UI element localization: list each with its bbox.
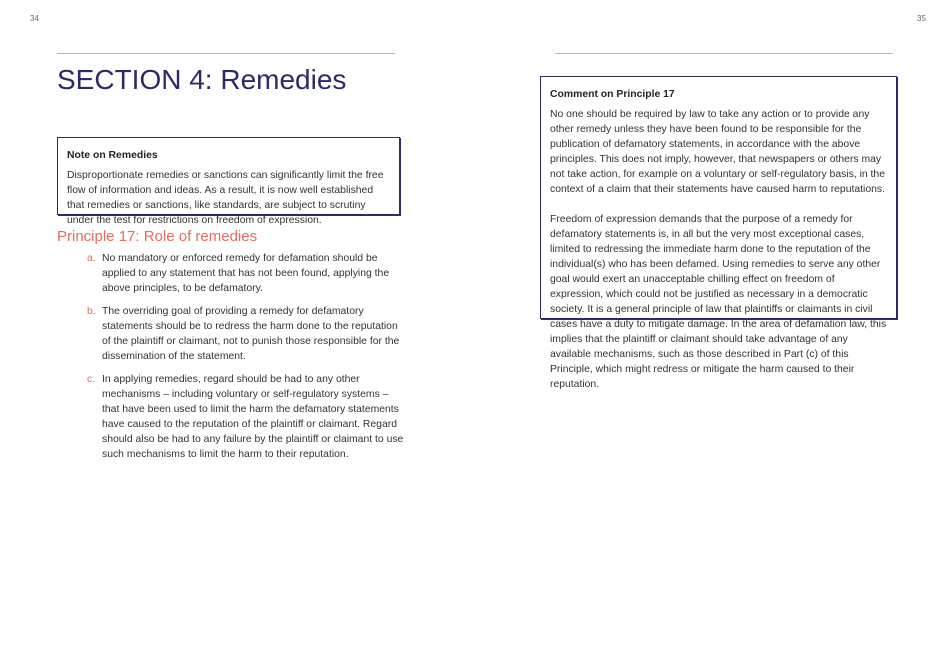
- list-text: No mandatory or enforced remedy for defamation should be applied to any statement that has not been found, applying the above principles, to be defamatory.: [102, 253, 390, 294]
- note-text: Disproportionate remedies or sanctions can significantly limit the free flow of information and ideas. As a result, it is now well established that remedies or sanctions, like standards, are subject to scrutiny under the test for restrictions on freedom of expression.: [67, 170, 384, 226]
- list-item: [87, 372, 407, 462]
- comment-heading: Comment on Principle 17: [550, 89, 675, 100]
- section-title: SECTION 4: Remedies: [57, 64, 347, 95]
- list-marker: b.: [87, 306, 96, 317]
- list-item: [87, 304, 407, 364]
- comment-paragraph: No one should be required by law to take any action or to provide any other remedy unless they have been found to be responsible for the publication of defamatory statements, in accordance with the above principles. This does not imply, however, that newspapers or others may not take action, for example on a voluntary or self-regulatory basis, in the context of a claim that their statements have caused harm to reputations.: [550, 109, 885, 195]
- list-text: The overriding goal of providing a remedy for defamatory statements should be to redress the harm done to the reputation of the plaintiff or claimant, not to punish those responsible for the dissemination of the statement.: [102, 306, 400, 362]
- header-rule-left: [57, 53, 395, 54]
- comment-paragraph: Freedom of expression demands that the purpose of a remedy for defamatory statements is, in all but the very most exceptional cases, limited to redressing the immediate harm done to the reputation of the individual(s) who has been defamed. Using remedies to serve any other goal would exert an unacceptable chilling effect on freedom of expression, which could not be justified as necessary in a democratic society. It is a general principle of law that plaintiffs or claimants in civil cases have a duty to mitigate damage. In the area of defamation law, this implies that the plaintiff or claimant should take advantage of any available mechanisms, such as those described in Part (c) of this Principle, which might redress or mitigate the harm caused to their reputation.: [550, 214, 887, 390]
- list-marker: a.: [87, 253, 96, 264]
- principle-heading: Principle 17: Role of remedies: [57, 228, 258, 245]
- page-number-right: 35: [917, 14, 926, 23]
- list-item: [87, 251, 407, 296]
- list-text: In applying remedies, regard should be had to any other mechanisms – including voluntary or self-regulatory systems – that have been used to limit the harm the defamatory statements have caused to the reputation of the plaintiff or claimant. Regard should also be had to any failure by the plaintiff or claimant to use such mechanisms to limit the harm to their reputation.: [102, 374, 404, 460]
- header-rule-right: [555, 53, 893, 54]
- page-number-left: 34: [30, 14, 39, 23]
- principle-list: [87, 251, 407, 470]
- comment-box: [540, 76, 897, 390]
- note-box: [57, 137, 400, 226]
- note-heading: Note on Remedies: [67, 150, 158, 161]
- list-marker: c.: [87, 374, 96, 385]
